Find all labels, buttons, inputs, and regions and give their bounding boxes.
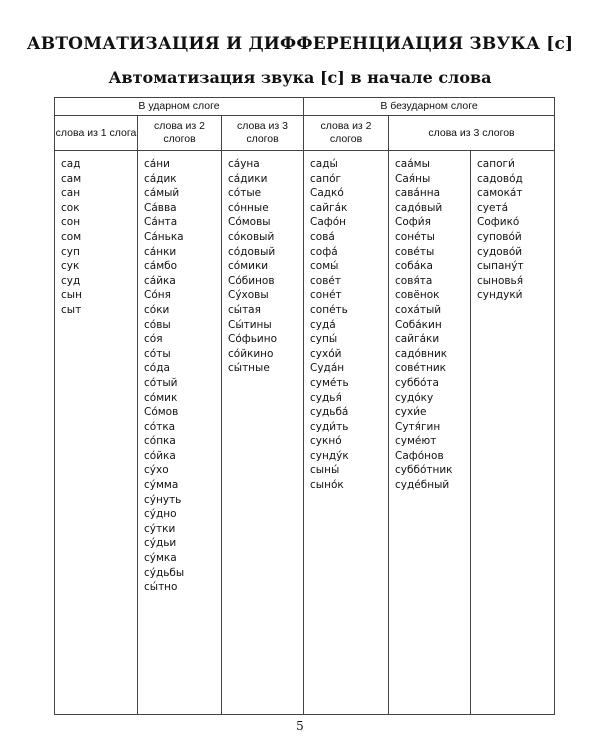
- word-item: со́ты: [144, 347, 171, 360]
- word-item: со́пка: [144, 435, 176, 448]
- word-item: су́тки: [144, 522, 176, 535]
- word-item: са́ни: [144, 158, 170, 170]
- word-item: сундуки́: [477, 289, 523, 302]
- word-item: са́мбо: [144, 260, 178, 273]
- column-header: слова из 2 слогов: [304, 116, 389, 151]
- column-header: слова из 3 слогов: [389, 116, 555, 151]
- word-item: су́хо: [144, 464, 169, 477]
- word-item: са́йка: [144, 274, 176, 287]
- word-item: Со́бинов: [228, 274, 275, 287]
- word-item: сы́тая: [228, 303, 261, 316]
- word-item: Са́вва: [144, 201, 177, 214]
- word-item: суета́: [477, 201, 509, 214]
- word-column: [389, 151, 471, 715]
- word-item: со́йкино: [228, 347, 274, 360]
- word-item: Сафо́нов: [395, 449, 444, 462]
- word-item: Со́фьино: [228, 333, 278, 346]
- word-item: судово́й: [477, 245, 523, 258]
- word-item: Сафо́н: [310, 216, 347, 229]
- section-title: Автоматизация звука [с] в начале слова: [108, 68, 492, 87]
- word-item: судьба́: [310, 406, 349, 419]
- column-header: слова из 2 слогов: [138, 116, 222, 151]
- word-item: совёнок: [395, 289, 440, 302]
- word-item: садо́вый: [395, 201, 443, 214]
- word-item: сын: [61, 289, 82, 302]
- word-item: сухо́й: [310, 347, 342, 360]
- word-item: сунду́к: [310, 449, 349, 462]
- word-item: сайга́к: [310, 201, 348, 214]
- word-item: су́мка: [144, 552, 177, 565]
- word-item: са́мый: [144, 187, 180, 200]
- word-item: сова́: [310, 230, 335, 243]
- word-item: супово́й: [477, 230, 522, 243]
- word-item: Со́мовы: [228, 216, 271, 229]
- word-item: сыпану́т: [477, 260, 524, 273]
- word-item: со́нные: [228, 201, 269, 214]
- word-item: сан: [61, 187, 81, 200]
- word-item: сава́нна: [395, 187, 441, 200]
- word-item: сом: [61, 230, 82, 243]
- word-item: сукно́: [310, 435, 342, 448]
- word-column: [471, 151, 555, 715]
- word-item: саа́мы: [395, 158, 430, 170]
- word-item: соне́ты: [395, 230, 435, 243]
- word-item: су́дьи: [144, 537, 177, 550]
- word-column: [304, 151, 389, 715]
- word-item: со́тка: [144, 420, 176, 433]
- word-item: сайга́ки: [395, 333, 440, 346]
- word-item: су́нуть: [144, 493, 182, 506]
- word-column: [222, 151, 304, 715]
- word-item: Соба́кин: [395, 318, 442, 331]
- word-item: Сы́тины: [228, 318, 272, 331]
- word-item: са́уна: [228, 158, 260, 170]
- word-item: сыны́: [310, 464, 340, 477]
- word-item: судо́ку: [395, 391, 434, 404]
- word-item: Са́нька: [144, 230, 184, 243]
- word-item: садово́д: [477, 172, 523, 185]
- word-item: суда́: [310, 318, 336, 331]
- word-item: сук: [61, 260, 80, 273]
- word-item: су́мма: [144, 479, 179, 492]
- word-item: са́дики: [228, 172, 268, 185]
- word-item: суп: [61, 245, 80, 258]
- word-item: Софи́я: [395, 216, 431, 229]
- word-column: [55, 151, 138, 715]
- column-header: слова из 3 слогов: [222, 116, 304, 151]
- word-item: со́да: [144, 362, 170, 375]
- word-item: сон: [61, 216, 81, 229]
- word-item: со́йка: [144, 449, 176, 462]
- words-table: [54, 97, 555, 715]
- word-item: суде́бный: [395, 479, 450, 492]
- word-item: суббо́тник: [395, 464, 453, 477]
- word-item: Софико́: [477, 216, 520, 229]
- word-item: соха́тый: [395, 303, 442, 316]
- page-number: 5: [296, 719, 304, 733]
- column-header: слова из 1 слога: [55, 116, 138, 151]
- word-column: [138, 151, 222, 715]
- word-item: Со́ня: [144, 289, 171, 302]
- word-item: са́дик: [144, 172, 177, 185]
- word-item: супы́: [310, 333, 338, 346]
- word-item: суд: [61, 274, 81, 287]
- word-item: Сутя́гин: [395, 420, 441, 433]
- word-item: сыно́к: [310, 479, 344, 492]
- word-item: сыновья́: [477, 274, 524, 287]
- word-item: соба́ка: [395, 260, 433, 273]
- word-item: Сая́ны: [395, 172, 431, 185]
- word-item: са́нки: [144, 245, 177, 258]
- word-item: Со́мов: [144, 406, 179, 419]
- group-header-stressed: В ударном слоге: [55, 98, 304, 116]
- word-item: сыт: [61, 303, 82, 316]
- word-item: со́тые: [228, 187, 262, 200]
- word-item: сок: [61, 201, 80, 214]
- word-item: судья́: [310, 391, 342, 404]
- word-item: со́довый: [228, 245, 276, 258]
- word-item: со́вы: [144, 318, 171, 331]
- group-header-unstressed: В безударном слоге: [304, 98, 555, 116]
- word-item: Садко́: [310, 187, 344, 200]
- word-item: сове́тник: [395, 362, 447, 375]
- word-item: суме́ют: [395, 435, 437, 448]
- word-item: суббо́та: [395, 376, 439, 389]
- word-item: совя́та: [395, 274, 433, 287]
- word-item: со́ковый: [228, 230, 275, 243]
- word-item: садо́вник: [395, 347, 448, 360]
- word-item: соне́т: [310, 289, 342, 302]
- word-item: су́дно: [144, 508, 177, 521]
- word-item: Са́нта: [144, 216, 178, 229]
- page-title: АВТОМАТИЗАЦИЯ И ДИФФЕРЕНЦИАЦИЯ ЗВУКА [с]: [26, 34, 574, 54]
- word-item: со́я: [144, 333, 163, 346]
- word-item: со́мики: [228, 260, 269, 273]
- word-item: сове́ты: [395, 245, 435, 258]
- word-item: софа́: [310, 245, 338, 258]
- word-item: сапо́г: [310, 172, 342, 185]
- word-item: сы́тно: [144, 581, 178, 594]
- word-item: сады́: [310, 158, 338, 170]
- word-item: сомы́: [310, 260, 339, 273]
- word-item: су́дьбы: [144, 566, 185, 579]
- word-item: сопе́ть: [310, 303, 348, 316]
- word-item: сухи́е: [395, 406, 427, 419]
- word-item: суди́ть: [310, 420, 349, 433]
- word-item: сове́т: [310, 274, 341, 287]
- word-item: сапоги́: [477, 158, 515, 170]
- word-item: сам: [61, 172, 82, 185]
- word-item: Су́ховы: [228, 289, 269, 302]
- word-item: со́тый: [144, 376, 178, 389]
- word-item: суме́ть: [310, 376, 349, 389]
- word-item: со́ки: [144, 303, 170, 316]
- word-item: самока́т: [477, 187, 523, 200]
- word-item: сад: [61, 158, 81, 170]
- word-item: Суда́н: [310, 362, 345, 375]
- word-item: сы́тные: [228, 362, 270, 375]
- word-item: со́мик: [144, 391, 178, 404]
